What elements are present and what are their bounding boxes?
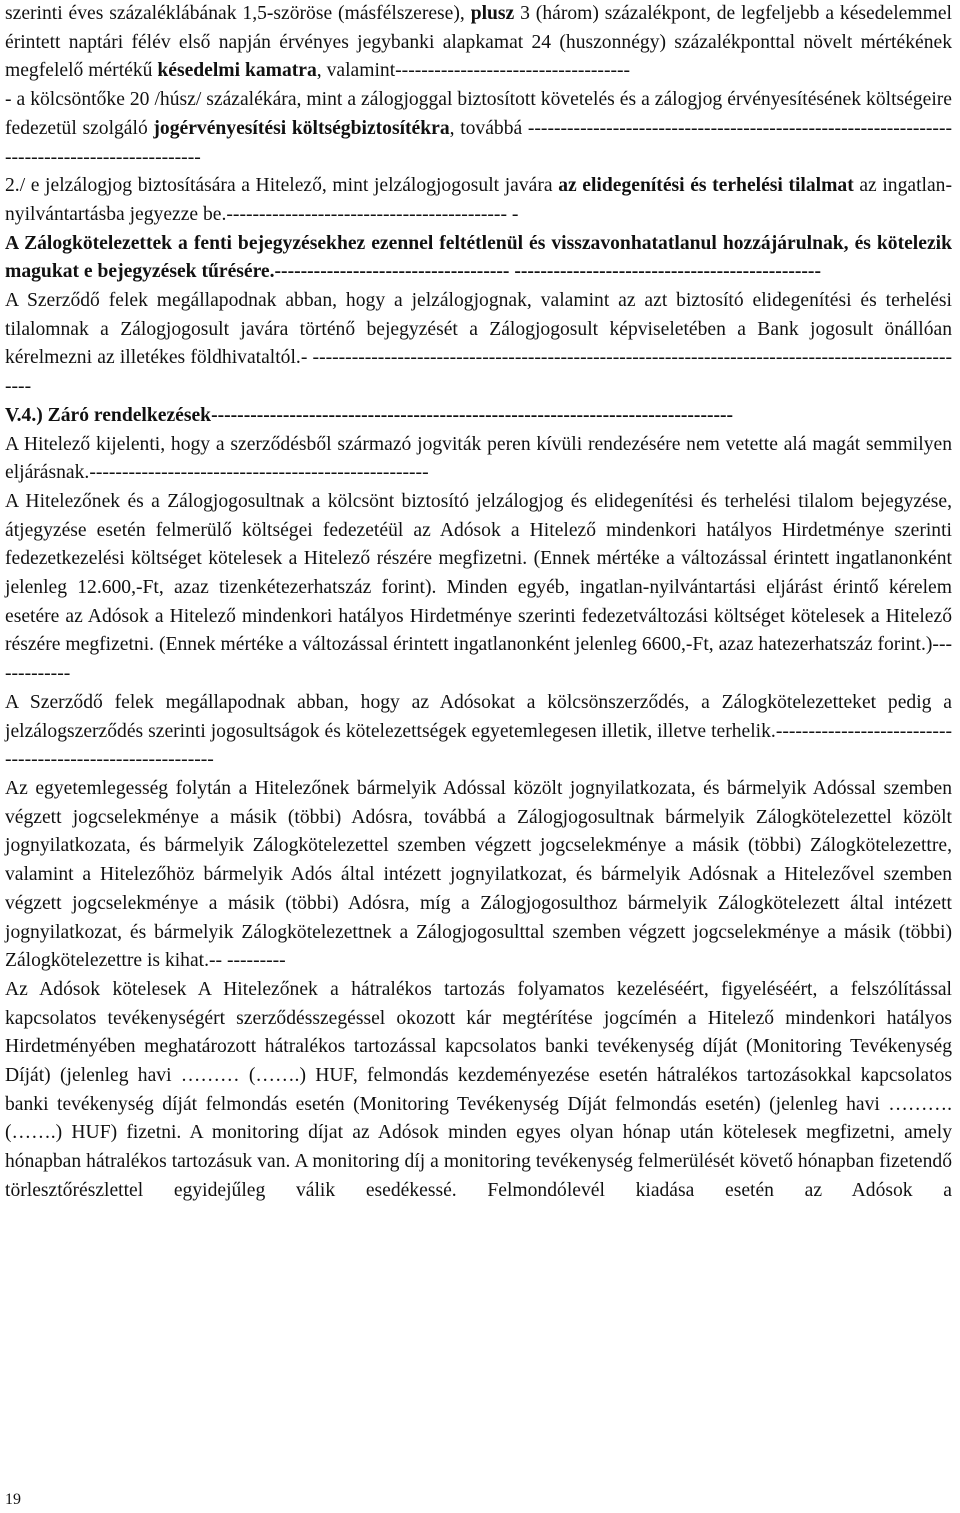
paragraph [5,172,952,229]
text-run: Az Adósok kötelesek A Hitelezőnek a hátralékos tartozás folyamatos kezeléséért, figyeléséért, a felszólítással kapcsolatos tevékenységért szerződésszegéssel okozott kár megtérítése jogcímén a Hitelező mindenkori hatályos Hirdetményében meghatározott hátralékos tartozással kapcsolatos banki tevékenység díját (Monitoring Tevékenység Díját) (jelenleg havi ……… (…….) HUF, felmondás kezdeményezése esetén hátralékos tartozásokkal kapcsolatos banki tevékenység díját felmondás esetén (Monitoring Tevékenység Díját felmondás esetén) (jelenleg havi ………. (…….) HUF) fizetni. A monitoring díjat az Adósok minden egyes olyan hónap után kötelesek megfizetni, amely hónapban hátralékos tartozásuk van. A monitoring díj a monitoring tevékenység felmerülését követő hónapban fizetendő törlesztőrészlettel egyidejűleg válik esedékessé. Felmondólevél kiadása esetén az Adósok a [5,978,952,1201]
text-run: A Szerződő felek megállapodnak abban, hogy a jelzálogjognak, valamint az azt biztosító elidegenítési és terhelési tilalomnak a Zálogjogosult javára történő bejegyzését a Zálogjogosult képviseletében a Bank jogosult önállóan kérelmezni az illetékes földhivataltól.- ------------------------------------------------------------------------------------------------------ [5,290,952,398]
text-run: plusz [470,3,515,24]
paragraph [5,230,952,287]
text-run: Az egyetemlegesség folytán a Hitelezőnek bármelyik Adóssal közölt jognyilatkozata, és bármelyik Adóssal szemben végzett jogcselekménye a másik (többi) Adósra, továbbá a Zálogjogosultnak bármelyik Zálogkötelezettel közölt jognyilatkozata, és bármelyik Zálogkötelezettel szemben végzett jogcselekménye a másik (többi) Zálogkötelezettre, valamint a Hitelezőhöz bármelyik Adós által intézett jognyilatkozat, és bármelyik Adósnak a Hitelezővel szemben végzett jogcselekménye a másik (többi) Adósra, míg a Zálogjogosulthoz bármelyik Zálogkötelezett által intézett jognyilatkozat, és bármelyik Zálogkötelezettnek a Zálogjogosulttal szemben végzett jogcselekménye a másik (többi) Zálogkötelezettre is kihat.-- --------- [5,777,952,972]
text-run: V.4.) Záró rendelkezések [5,404,212,426]
text-run: jogérvényesítési költségbiztosítékra [153,117,450,139]
text-run: 2./ e jelzálogjog biztosítására a Hitelező, mint jelzálogjogosult javára [5,175,559,197]
text-run: az ingatlan-nyilvántartásba jegyezze be.------------------------------------------- - [5,175,952,225]
text-run: késedelmi kamatra [157,60,317,82]
text-run: - a kölcsöntőke 20 /húsz/ százalékára, mint a zálogjoggal biztosított követelés és a zálogjog érvényesítésének költségeire fedezetül szolgáló [5,89,952,139]
text-run: A Hitelezőnek és a Zálogjogosultnak a kölcsönt biztosító jelzálogjog és elidegenítési és terhelési tilalom bejegyzése, átjegyzése esetén felmerülő költségei fedezetéül az Adósok a Hitelező mindenkori hatályos Hirdetménye szerinti fedezetkezelési költséget kötelesek a Hitelező részére megfizetni. (Ennek mértéke a változással érintett ingatlanonként jelenleg 12.600,-Ft, azaz tizenkétezerhatszáz forint). Minden egyéb, ingatlan-nyilvántartási eljárást érintő kérelem esetére az Adósok a Hitelező mindenkori hatályos Hirdetménye szerinti fedezetváltozási költséget kötelesek a Hitelező részére megfizetni. (Ennek mértéke a változással érintett ingatlanonként jelenleg 6600,-Ft, azaz hatezerhatszáz forint.)------------- [5,490,952,685]
text-run: szerinti éves százaléklábának 1,5-szöröse (másfélszerese), [5,3,471,24]
text-run: A Hitelező kijelenti, hogy a szerződésből származó jogviták peren kívüli rendezésére nem vetette alá magát semmilyen eljárásnak.---------------------------------------------------- [5,433,952,484]
text-run: , továbbá ----------------------------------------------------------------------------------------------- [5,117,952,168]
text-run: A Zálogkötelezettek a fenti bejegyzésekhez ezennel feltétlenül és visszavonhatatlanul hozzájárulnak, és kötelezik magukat e bejegyzések tűrésére.------------------------------------ ----------------------------------------------- [5,232,952,283]
paragraph [5,976,952,1206]
paragraph [5,431,952,488]
text-run: , valamint------------------------------------ [316,60,631,82]
paragraph [5,287,952,402]
page-number: 19 [5,1491,21,1508]
paragraph [5,86,952,172]
text-run: -------------------------------------------------------------------------------- [211,404,734,426]
paragraph [5,0,952,86]
text-run: A Szerződő felek megállapodnak abban, hogy az Adósokat a kölcsönszerződés, a Zálogkötelezetteket pedig a jelzálogszerződés szerinti jogosultságok és kötelezettségek egyetemlegesen illetik, illetve terhelik.----------------------------------------------------------- [5,691,952,771]
text-run: az elidegenítési és terhelési tilalmat [558,175,854,197]
paragraph [5,689,952,775]
paragraph [5,775,952,976]
section-heading [5,402,952,431]
text-run: 3 (három) százalékpont, de legfeljebb a késedelemmel érintett naptári félév első napján érvényes jegybanki alapkamat 24 (huszonnégy) százalékponttal növelt mértékének megfelelő mértékű [5,3,952,82]
paragraph [5,488,952,689]
